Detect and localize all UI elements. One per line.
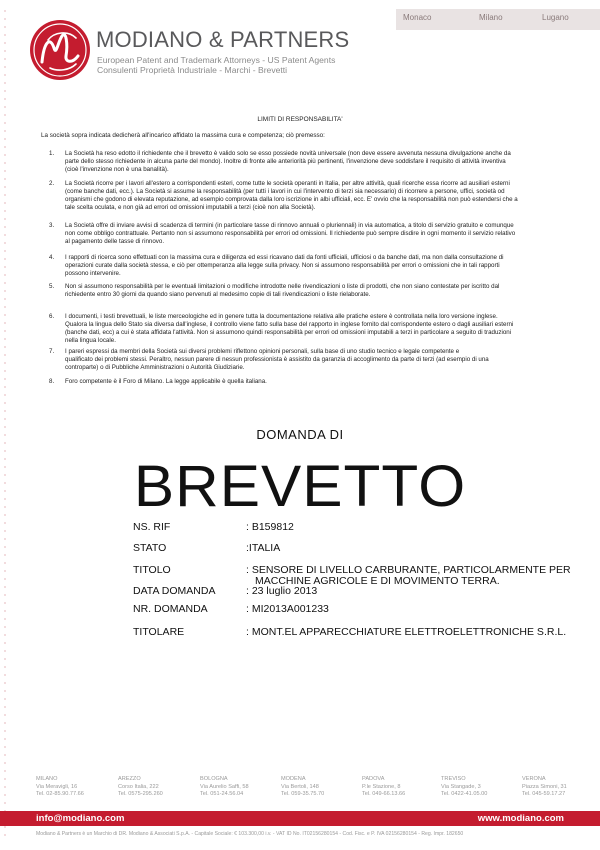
office-city: MODENA bbox=[281, 776, 306, 782]
clause-line: (come banche dati, ecc.). La Società si assume la responsabilità (per tutti i lavori in cui l'intervento di terzi sia necessario) di ricorrere a persone, uffici, società od bbox=[65, 188, 505, 195]
field-label: NR. DOMANDA bbox=[133, 603, 208, 615]
modiano-logo-icon bbox=[28, 18, 92, 82]
clause-line: I documenti, i testi brevettuali, le liste merceologiche ed in genere tutta la documentazione relativa alle pratiche estere è controllata nella loro versione inglese. bbox=[65, 313, 498, 320]
office-tel: Tel. 0422-41.05.00 bbox=[441, 791, 488, 797]
clause-line: al pagamento delle tasse di rinnovo. bbox=[65, 238, 165, 245]
office-padova-footer bbox=[362, 776, 440, 799]
footer-website-link[interactable]: www.modiano.com bbox=[477, 813, 564, 824]
clause-line: (banche dati, ecc) a cui è stata affidata l'attività. Non si assumono quindi responsabilità per errori od omissioni imputabili a terzi in particolare a seguito di traduzioni bbox=[65, 329, 512, 336]
office-monaco: Monaco bbox=[403, 13, 432, 22]
office-city: AREZZO bbox=[118, 776, 141, 782]
clause-number: 4. bbox=[49, 254, 55, 261]
clause-line: operazioni curate dalla società stessa, e ciò per ottemperanza alla legge sulla privacy. Non si assumono responsabilità per errori o omissioni che in tali rapporti bbox=[65, 262, 500, 269]
clause-number: 8. bbox=[49, 378, 55, 385]
office-street: P.le Stazione, 8 bbox=[362, 783, 401, 790]
field-label: NS. RIF bbox=[133, 521, 171, 533]
clause-line: La Società ricorre per i lavori all'estero a corrispondenti esteri, come tutte le società operanti in Italia, per altre attività, quali ricerche essa ricorre ad ausiliari esterni bbox=[65, 180, 510, 187]
office-city: VERONA bbox=[522, 776, 546, 782]
office-lugano: Lugano bbox=[542, 13, 569, 22]
office-tel: Tel. 049-66.13.66 bbox=[362, 791, 406, 797]
brevetto-title: BREVETTO bbox=[133, 454, 467, 519]
office-modena-footer bbox=[281, 776, 359, 799]
field-value: :ITALIA bbox=[246, 542, 281, 554]
office-city: TREVISO bbox=[441, 776, 466, 782]
office-tel: Tel. 02-85.90.77.66 bbox=[36, 791, 84, 797]
clause-line: tale scelta oculata, e non già ad errori od omissioni imputabili a terzi (cioè non alla Società). bbox=[65, 204, 316, 211]
field-label: TITOLO bbox=[133, 564, 171, 576]
limits-intro: La società sopra indicata dedicherà all'incarico affidato la massima cura e competenza; ciò premesso: bbox=[41, 132, 325, 139]
field-value: : 23 luglio 2013 bbox=[246, 585, 318, 597]
clause-number: 2. bbox=[49, 180, 55, 187]
clause-line: richiedente entro 30 giorni da quando siano pervenuti al medesimo copie di tali rivendicazioni o liste rielaborate. bbox=[65, 291, 371, 298]
footer-contact-bar bbox=[0, 811, 600, 826]
clause-line: (cioè l'invenzione non è una banalità). bbox=[65, 166, 169, 173]
brand-name: MODIANO & PARTNERS bbox=[96, 27, 350, 52]
office-treviso-footer bbox=[441, 776, 519, 799]
office-bologna-footer bbox=[200, 776, 278, 799]
clause-number: 3. bbox=[49, 222, 55, 229]
field-value: : B159812 bbox=[246, 521, 294, 533]
clause-line: possono intervenire. bbox=[65, 270, 121, 277]
clause-line: I pareri espressi da membri della Società sui diversi problemi riflettono opinioni personali, sulla base di uno studio tecnico e legale competente e bbox=[65, 348, 460, 355]
field-value: : MONT.EL APPARECCHIATURE ELETTROELETTRONICHE S.R.L. bbox=[246, 626, 567, 638]
footer-legal-text: Modiano & Partners è un Marchio di DR. Modiano & Associati S.p.A. - Capitale Sociale: € 103.300,00 i.v. - VAT ID No. IT02156280154 - Cod. Fisc. e P. IVA 02156280154 - Reg. Impr. 182650 bbox=[36, 831, 464, 837]
brand-subtitle-2: Consulenti Proprietà Industriale - Marchi - Brevetti bbox=[97, 65, 288, 75]
office-milano-footer bbox=[36, 776, 114, 799]
clause-line: La Società ha reso edotto il richiedente che il brevetto è valido solo se esso possiede novità universale (non deve essere avvenuta nessuna divulgazione anche da bbox=[65, 150, 511, 157]
clause-line: nella lingua locale. bbox=[65, 337, 116, 344]
footer-email-link[interactable]: info@modiano.com bbox=[36, 813, 125, 824]
office-tel: Tel. 0575-295.260 bbox=[118, 791, 163, 797]
office-street: Via Stangade, 3 bbox=[441, 783, 481, 790]
field-label: TITOLARE bbox=[133, 626, 185, 638]
office-street: Via Bertoli, 148 bbox=[281, 783, 319, 790]
clause-number: 5. bbox=[49, 283, 55, 290]
clause-line: organismi che godono di elevata reputazione, ad esempio comprovata dalla loro iscrizione in albi ufficiali, ecc. E' ovvio che la responsabilità non può estendersi che a bbox=[65, 196, 518, 203]
clause-line: I rapporti di ricerca sono effettuati con la massima cura e diligenza ed essi ricavano dati da fonti ufficiali, ufficiosi o da banche dati, ma non dalla consultazione di bbox=[65, 254, 504, 261]
field-value: : MI2013A001233 bbox=[246, 603, 329, 615]
clause-line: non come obbligo contrattuale. Pertanto non si assumono responsabilità per errori od omissioni. Il richiedente può sempre disdire in ogni momento il servizio relativo bbox=[65, 230, 516, 237]
office-street: Corso Italia, 222 bbox=[118, 783, 159, 790]
office-tel: Tel. 051-24.56.04 bbox=[200, 791, 244, 797]
office-bar bbox=[396, 9, 600, 30]
clause-line: parte dello stesso richiedente in alcuna parte del mondo). Inoltre di fronte alle anteriorità più pertinenti, l'invenzione deve soddisfare il requisito di attività inventiva bbox=[65, 158, 506, 165]
clause-line: La Società offre di inviare avvisi di scadenza di termini (in particolare tasse di rinnovo annuali o pluriennali) in via automatica, a titolo di servizio gratuito e comunque bbox=[65, 222, 514, 229]
clause-line: controparte) o di Pubbliche Amministrazioni o Autorità Giudiziarie. bbox=[65, 364, 245, 371]
field-value: : SENSORE DI LIVELLO CARBURANTE, PARTICOLARMENTE PER bbox=[246, 564, 571, 576]
limits-heading: LIMITI DI RESPONSABILITA' bbox=[257, 116, 343, 123]
brand-subtitle-1: European Patent and Trademark Attorneys - US Patent Agents bbox=[97, 55, 336, 65]
office-street: Piazza Simoni, 31 bbox=[522, 783, 567, 790]
page-edge-mark bbox=[0, 0, 8, 850]
clause-number: 7. bbox=[49, 348, 55, 355]
office-tel: Tel. 045-59.17.27 bbox=[522, 791, 566, 797]
clause-line: qualificato dei problemi stessi. Peraltro, nessun parere di nessun professionista è assistito da garanzia di accoglimento da parte di terzi (ad esempio di una bbox=[65, 356, 489, 363]
clause-line: Foro competente è il Foro di Milano. La legge applicabile è quella italiana. bbox=[65, 378, 267, 385]
clause-number: 6. bbox=[49, 313, 55, 320]
clause-line: Qualora la lingua dello Stato sia diversa dall'inglese, il controllo viene fatto sulla base del rapporto in inglese fornito dal corrispondente estero o dagli ausiliari esterni bbox=[65, 321, 514, 328]
clause-number: 1. bbox=[49, 150, 55, 157]
office-arezzo-footer bbox=[118, 776, 196, 799]
field-value-continued: MACCHINE AGRICOLE E DI MOVIMENTO TERRA. bbox=[255, 575, 500, 587]
office-city: PADOVA bbox=[362, 776, 385, 782]
office-tel: Tel. 059-35.75.70 bbox=[281, 791, 325, 797]
domanda-di-heading: DOMANDA DI bbox=[256, 427, 344, 442]
office-milano: Milano bbox=[479, 13, 503, 22]
field-label: DATA DOMANDA bbox=[133, 585, 216, 597]
office-verona-footer bbox=[522, 776, 600, 799]
office-city: BOLOGNA bbox=[200, 776, 228, 782]
office-street: Via Aurelio Saffi, 58 bbox=[200, 783, 249, 790]
footer-offices bbox=[36, 776, 576, 810]
office-city: MILANO bbox=[36, 776, 58, 782]
clause-line: Non si assumono responsabilità per le eventuali limitazioni o modifiche introdotte nelle rivendicazioni o liste di prodotti, che non siano contestate per iscritto dal bbox=[65, 283, 500, 290]
office-street: Via Meravigli, 16 bbox=[36, 783, 78, 790]
field-label: STATO bbox=[133, 542, 167, 554]
